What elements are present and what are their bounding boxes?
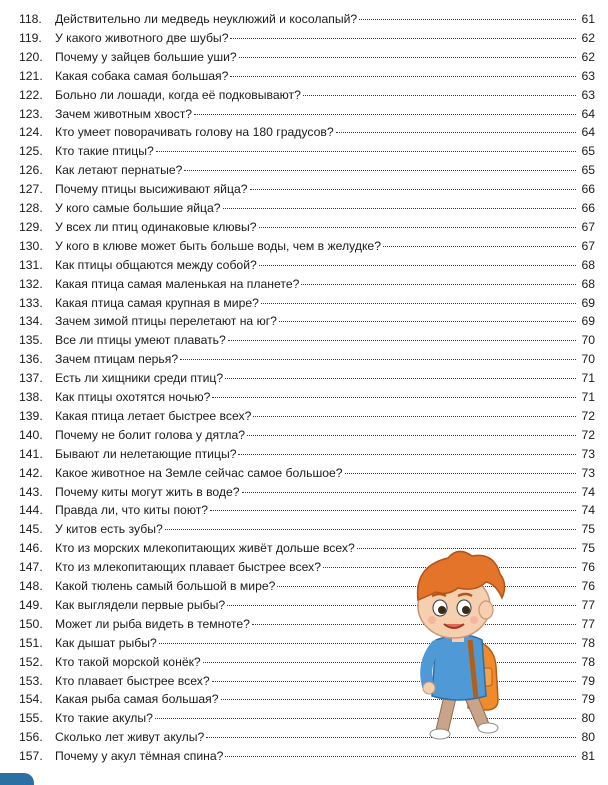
toc-entry-number: 148. [19, 579, 43, 593]
toc-entry-title: У всех ли птиц одинаковые клювы? [55, 219, 257, 234]
toc-entry-number: 143. [19, 484, 43, 499]
toc-entry-title: Почему не болит голова у дятла? [55, 427, 246, 442]
toc-entry [19, 520, 595, 538]
toc-entry-number: 149. [19, 597, 43, 612]
toc-entry-title: У китов есть зубы? [55, 522, 163, 537]
dot-leader [230, 38, 576, 39]
toc-entry-title: Кто такие птицы? [55, 144, 154, 159]
toc-entry-page: 75 [581, 522, 595, 537]
toc-entry [19, 464, 595, 482]
dot-leader [303, 95, 576, 96]
dot-leader [225, 378, 576, 379]
toc-entry-title: Бывают ли нелетающие птицы? [55, 446, 237, 461]
toc-entry-number: 119. [19, 30, 42, 45]
toc-entry [19, 199, 595, 217]
dot-leader [230, 76, 576, 77]
toc-entry-title: Все ли птицы умеют плавать? [55, 333, 226, 348]
dot-leader [301, 284, 576, 285]
toc-entry-page: 62 [581, 49, 595, 64]
toc-entry [19, 67, 595, 85]
toc-entry [19, 123, 595, 141]
toc-entry-page: 70 [581, 352, 595, 367]
toc-entry-title: У кого самые большие яйца? [55, 201, 221, 215]
toc-entry-page: 75 [581, 541, 595, 556]
toc-entry-title: Кто такой морской конёк? [55, 654, 201, 669]
toc-entry-page: 61 [581, 12, 595, 26]
toc-entry-number: 156. [19, 730, 43, 745]
toc-entry [19, 161, 595, 179]
toc-entry-page: 74 [581, 503, 595, 518]
toc-entry [19, 48, 595, 66]
toc-entry-title: Действительно ли медведь неуклюжий и косолапый? [55, 12, 358, 26]
toc-entry-number: 152. [19, 654, 43, 669]
toc-entry [19, 180, 595, 198]
toc-entry-page: 81 [581, 749, 595, 764]
toc-entry-title: Почему киты могут жить в воде? [55, 484, 240, 499]
dot-leader [194, 114, 576, 115]
toc-entry-title: Какая птица самая маленькая на планете? [55, 276, 300, 291]
toc-entry [19, 218, 595, 236]
toc-entry-number: 155. [19, 711, 43, 726]
dot-leader [228, 340, 576, 341]
dot-leader [279, 321, 576, 322]
toc-entry-number: 118. [19, 12, 42, 26]
toc-entry [19, 105, 595, 123]
toc-entry-page: 67 [581, 219, 595, 234]
toc-entry-title: Правда ли, что киты поют? [55, 503, 209, 518]
toc-entry [19, 256, 595, 274]
toc-entry-title: Есть ли хищники среди птиц? [55, 371, 224, 386]
toc-entry-page: 69 [581, 295, 595, 310]
toc-entry-page: 65 [581, 163, 595, 178]
dot-leader [165, 529, 576, 530]
toc-entry-number: 154. [19, 692, 43, 707]
toc-entry-page: 63 [581, 87, 595, 102]
toc-entry-page: 66 [581, 201, 595, 215]
toc-entry-number: 126. [19, 163, 43, 178]
toc-entry-title: Кто такие акулы? [55, 711, 153, 726]
toc-entry [19, 237, 595, 255]
toc-entry-title: Кто из морских млекопитающих живёт дольше всех? [55, 541, 355, 556]
toc-entry-page: 69 [581, 314, 595, 329]
toc-entry-number: 144. [19, 503, 43, 518]
toc-entry-title: Кто плавает быстрее всех? [55, 673, 210, 688]
toc-entry-page: 78 [581, 635, 595, 650]
toc-entry-title: Какой тюлень самый большой в мире? [55, 579, 276, 593]
toc-entry-title: Как птицы общаются между собой? [55, 257, 257, 272]
toc-entry-page: 77 [581, 616, 595, 631]
dot-leader [247, 435, 576, 436]
dot-leader [359, 19, 576, 20]
toc-entry-page: 79 [581, 673, 595, 688]
toc-entry-title: Зачем зимой птицы перелетают на юг? [55, 314, 277, 329]
toc-entry-number: 120. [19, 49, 43, 64]
toc-entry [19, 501, 595, 519]
dot-leader [261, 303, 576, 304]
toc-entry-number: 139. [19, 408, 43, 423]
toc-entry [19, 747, 595, 765]
toc-entry-title: Зачем животным хвост? [55, 106, 193, 121]
dot-leader [180, 359, 576, 360]
toc-entry-page: 66 [581, 182, 595, 197]
toc-entry-number: 140. [19, 427, 43, 442]
toc-entry-page: 76 [581, 560, 595, 575]
toc-entry [19, 483, 595, 501]
toc-entry-page: 72 [581, 427, 595, 442]
toc-entry-number: 150. [19, 616, 43, 631]
toc-entry-title: Почему у зайцев большие уши? [55, 49, 237, 64]
toc-entry-page: 80 [581, 711, 595, 726]
toc-entry-title: Какая птица летает быстрее всех? [55, 408, 252, 423]
toc-entry [19, 388, 595, 406]
toc-entry-page: 64 [581, 125, 595, 140]
toc-entry-number: 145. [19, 522, 43, 537]
toc-entry-number: 133. [19, 295, 43, 310]
toc-entry [19, 331, 595, 349]
dot-leader [383, 246, 576, 247]
toc-entry-page: 77 [581, 597, 595, 612]
toc-entry-page: 63 [581, 68, 595, 83]
toc-entry [19, 407, 595, 425]
toc-entry-title: Как летают пернатые? [55, 163, 183, 178]
toc-entry-number: 129. [19, 219, 43, 234]
toc-entry [19, 142, 595, 160]
toc-entry-title: Какая птица самая крупная в мире? [55, 295, 259, 310]
toc-entry-number: 153. [19, 673, 43, 688]
dot-leader [212, 397, 576, 398]
toc-entry-page: 68 [581, 276, 595, 291]
toc-entry [19, 275, 595, 293]
toc-entry-number: 125. [19, 144, 43, 159]
toc-entry-page: 71 [581, 371, 595, 386]
toc-entry [19, 294, 595, 312]
dot-leader [156, 151, 576, 152]
toc-entry-title: Зачем птицам перья? [55, 352, 179, 367]
toc-entry-title: Как выглядели первые рыбы? [55, 597, 226, 612]
toc-entry-number: 135. [19, 333, 43, 348]
dot-leader [223, 208, 576, 209]
dot-leader [253, 416, 576, 417]
dot-leader [345, 473, 576, 474]
toc-entry-title: Какое животное на Земле сейчас самое большое? [55, 465, 343, 480]
toc-entry-page: 65 [581, 144, 595, 159]
toc-entry [19, 29, 595, 47]
dot-leader [250, 189, 576, 190]
toc-entry-number: 136. [19, 352, 43, 367]
dot-leader [225, 756, 576, 757]
toc-entry-page: 67 [581, 238, 595, 253]
toc-entry-number: 130. [19, 238, 43, 253]
toc-entry [19, 86, 595, 104]
toc-entry-number: 141. [19, 446, 43, 461]
dot-leader [259, 227, 576, 228]
toc-entry-number: 146. [19, 541, 43, 556]
toc-entry-number: 127. [19, 182, 43, 197]
boy-with-backpack-icon [374, 548, 534, 744]
toc-entry-number: 124. [19, 125, 43, 140]
toc-entry [19, 426, 595, 444]
dot-leader [239, 57, 576, 58]
dot-leader [238, 454, 576, 455]
toc-entry-number: 122. [19, 87, 43, 102]
toc-entry-title: Какая собака самая большая? [55, 68, 229, 83]
toc-entry-page: 79 [581, 692, 595, 707]
page-corner-tab [0, 773, 34, 785]
toc-entry-title: Почему у акул тёмная спина? [55, 749, 224, 764]
toc-entry-number: 137. [19, 371, 43, 386]
dot-leader [242, 492, 576, 493]
toc-entry-title: У кого в клюве может быть больше воды, чем в желудке? [55, 238, 381, 253]
toc-entry-page: 68 [581, 257, 595, 272]
toc-entry [19, 312, 595, 330]
dot-leader [184, 170, 576, 171]
toc-entry-number: 121. [19, 68, 43, 83]
toc-entry-number: 147. [19, 560, 43, 575]
toc-entry-page: 72 [581, 408, 595, 423]
toc-entry-page: 73 [581, 446, 595, 461]
toc-entry-page: 74 [581, 484, 595, 499]
toc-entry-page: 80 [581, 730, 595, 745]
toc-entry-page: 78 [581, 654, 595, 669]
toc-entry [19, 350, 595, 368]
toc-entry-title: Какая рыба самая большая? [55, 692, 219, 707]
toc-entry-title: У какого животного две шубы? [55, 30, 229, 45]
toc-entry [19, 445, 595, 463]
toc-entry-title: Как птицы охотятся ночью? [55, 390, 211, 404]
dot-leader [336, 132, 576, 133]
toc-entry-number: 132. [19, 276, 43, 291]
toc-entry-page: 73 [581, 465, 595, 480]
toc-entry-title: Почему птицы высиживают яйца? [55, 182, 248, 197]
dot-leader [259, 265, 576, 266]
toc-entry-title: Сколько лет живут акулы? [55, 730, 205, 745]
toc-entry [19, 369, 595, 387]
toc-entry-title: Кто из млекопитающих плавает быстрее всех? [55, 560, 321, 575]
toc-entry-number: 142. [19, 465, 43, 480]
toc-entry-number: 131. [19, 257, 43, 272]
toc-entry-number: 123. [19, 106, 43, 121]
toc-entry-number: 138. [19, 390, 43, 404]
toc-entry-page: 64 [581, 106, 595, 121]
toc-entry-number: 157. [19, 749, 43, 764]
toc-entry-page: 76 [581, 579, 595, 593]
toc-entry-page: 62 [581, 30, 595, 45]
toc-entry-title: Кто умеет поворачивать голову на 180 градусов? [55, 125, 334, 140]
dot-leader [210, 510, 576, 511]
toc-entry-title: Больно ли лошади, когда её подковывают? [55, 87, 301, 102]
toc-entry-title: Как дышат рыбы? [55, 635, 157, 650]
toc-entry-number: 128. [19, 201, 43, 215]
toc-entry-title: Может ли рыба видеть в темноте? [55, 616, 250, 631]
toc-entry-number: 151. [19, 635, 43, 650]
toc-entry-page: 70 [581, 333, 595, 348]
toc-entry-number: 134. [19, 314, 43, 329]
toc-entry-page: 71 [581, 390, 595, 404]
toc-entry [19, 10, 595, 28]
